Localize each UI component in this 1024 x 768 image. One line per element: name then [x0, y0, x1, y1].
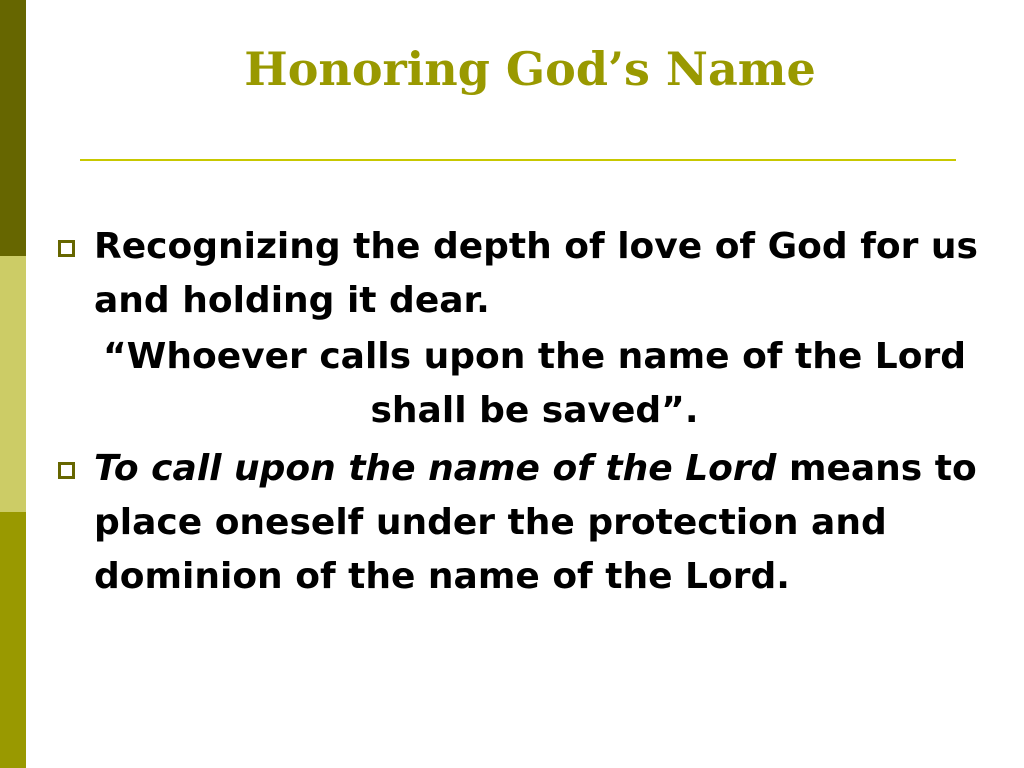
bullet-item — [52, 220, 994, 328]
square-bullet-icon — [58, 462, 75, 479]
side-bar-segment-bottom — [0, 512, 26, 768]
side-accent-bar — [0, 0, 26, 768]
title-divider — [80, 159, 956, 161]
square-bullet-icon — [58, 240, 75, 257]
bullet-item — [52, 442, 994, 604]
side-bar-segment-top — [0, 0, 26, 256]
bullet-text: Recognizing the depth of love of God for us and holding it dear. — [94, 226, 978, 321]
scripture-quote: “Whoever calls upon the name of the Lord shall be saved”. — [103, 336, 966, 431]
side-bar-segment-middle — [0, 256, 26, 512]
slide-title: Honoring God’s Name — [244, 42, 816, 96]
slide-body — [52, 220, 1017, 604]
bullet-emphasis-text: To call upon the name of the Lord — [94, 448, 777, 489]
bullet-text: means to place oneself under the protection and dominion of the name of the Lord. — [94, 448, 977, 597]
